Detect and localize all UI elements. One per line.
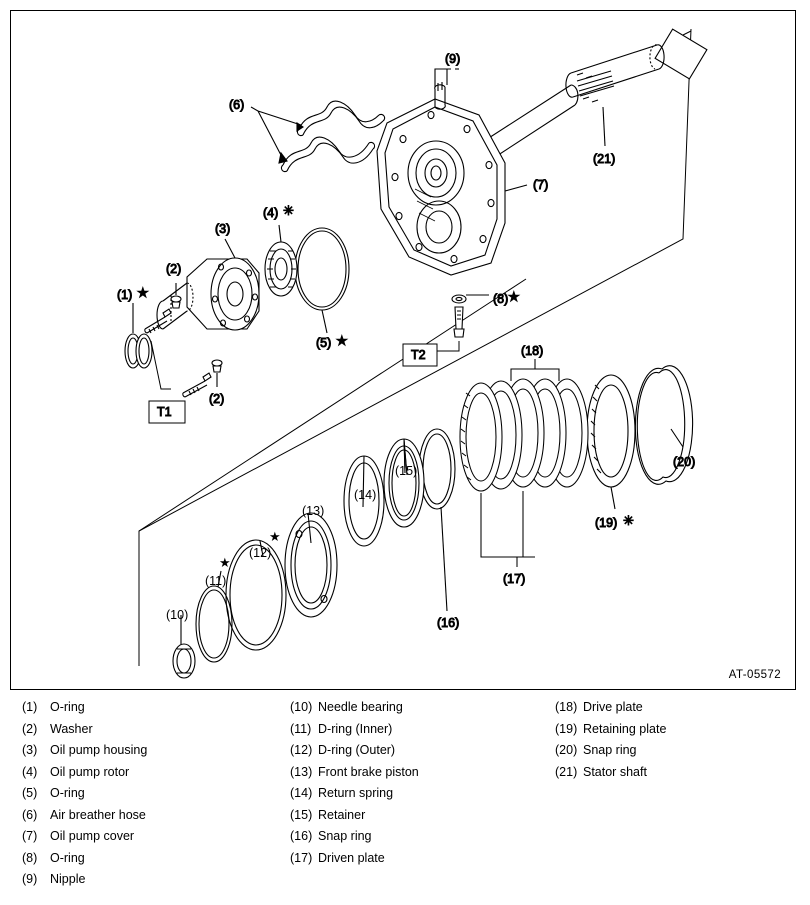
callout-8-star: ★ xyxy=(508,289,520,304)
oil-pump-cover-part xyxy=(377,99,527,275)
torque-tag-t1-label: T1 xyxy=(157,405,172,419)
legend-label: Nipple xyxy=(50,872,86,886)
legend-number: (13) xyxy=(290,764,313,779)
legend-number: (15) xyxy=(290,807,313,822)
figure-illustration xyxy=(11,11,797,691)
figure-code: AT-05572 xyxy=(728,669,781,681)
legend-number: (12) xyxy=(290,743,313,757)
legend-item xyxy=(278,743,543,765)
legend-item xyxy=(10,872,278,894)
legend-item xyxy=(278,851,543,873)
legend-number: (20) xyxy=(555,743,578,757)
oil-pump-rotor-part xyxy=(265,225,297,296)
legend-column-1 xyxy=(10,700,278,895)
callout-4-star: ✳ xyxy=(283,203,294,218)
legend-item xyxy=(278,808,543,830)
legend-number: (17) xyxy=(290,850,313,865)
legend-item xyxy=(278,829,543,851)
air-breather-hose-part xyxy=(251,101,385,172)
legend-item xyxy=(10,786,278,808)
legend-number: (10) xyxy=(290,700,313,714)
legend-item xyxy=(10,808,278,830)
exploded-view-figure xyxy=(10,10,796,690)
callout-8-label: (8) xyxy=(493,292,509,306)
callout-15-label-main: (15) xyxy=(395,464,418,478)
legend-label: Oil pump cover xyxy=(50,829,135,843)
legend-item xyxy=(278,786,543,808)
legend-number: (4) xyxy=(22,764,38,779)
legend-number: (21) xyxy=(555,764,578,779)
callout-11-star: ★ xyxy=(219,555,231,570)
callout-2a-label: (2) xyxy=(166,262,182,276)
legend-column-2 xyxy=(278,700,543,895)
legend-number: (2) xyxy=(22,721,38,736)
legend-label: D-ring (Inner) xyxy=(318,721,393,736)
legend-label: Stator shaft xyxy=(583,764,647,779)
legend-item xyxy=(278,765,543,787)
callout-4-label: (4) xyxy=(263,206,279,220)
legend-label: Needle bearing xyxy=(318,700,403,714)
legend-label: Snap ring xyxy=(318,829,372,843)
torque-tag-t2-label: T2 xyxy=(411,348,426,362)
legend-label: Front brake piston xyxy=(318,764,419,779)
callout-3-label: (3) xyxy=(215,222,231,236)
legend-item xyxy=(10,765,278,787)
needle-bearing-10-part xyxy=(173,615,195,678)
legend-label: Retainer xyxy=(318,807,366,822)
legend-number: (18) xyxy=(555,700,578,714)
callout-17-label: (17) xyxy=(503,572,526,586)
clutch-pack-plates xyxy=(460,359,588,567)
callout-7-label: (7) xyxy=(533,178,549,192)
legend-label: Drive plate xyxy=(583,700,643,714)
callout-5-star: ★ xyxy=(336,333,348,348)
front-brake-piston-part xyxy=(285,513,337,617)
legend-item xyxy=(10,829,278,851)
callout-14-label: (14) xyxy=(354,488,377,502)
legend-number: (5) xyxy=(22,786,38,800)
legend-number: (7) xyxy=(22,829,38,843)
legend-number: (19) xyxy=(555,721,578,736)
legend-number: (3) xyxy=(22,743,38,757)
callout-12-label: (12) xyxy=(249,546,272,560)
legend-number: (14) xyxy=(290,786,313,800)
legend-label: Washer xyxy=(50,721,93,736)
legend-item xyxy=(10,722,278,744)
legend-item xyxy=(278,700,543,722)
oring-1-part xyxy=(125,303,152,368)
callout-1-star: ★ xyxy=(137,285,149,300)
callout-11-label: (11) xyxy=(205,574,227,588)
callout-18-label: (18) xyxy=(521,344,544,358)
callout-10-label: (10) xyxy=(166,608,189,622)
retaining-plate-19-part xyxy=(587,375,635,509)
legend-label: Oil pump housing xyxy=(50,743,148,757)
snap-ring-16-part xyxy=(419,429,455,611)
oil-pump-housing-part xyxy=(157,239,259,330)
legend-number: (11) xyxy=(290,721,312,736)
legend-item xyxy=(278,722,543,744)
legend-label: Air breather hose xyxy=(50,807,146,822)
legend-item xyxy=(10,700,278,722)
legend-label: O-ring xyxy=(50,700,85,714)
legend-label: Oil pump rotor xyxy=(50,764,130,779)
legend-label: Snap ring xyxy=(583,743,637,757)
callout-12-star: ★ xyxy=(269,529,281,544)
legend-item xyxy=(543,743,798,765)
legend-number: (8) xyxy=(22,850,38,865)
callout-1-label: (1) xyxy=(117,288,133,302)
legend-number: (6) xyxy=(22,807,38,822)
legend-label: O-ring xyxy=(50,786,85,800)
callout-21-label: (21) xyxy=(593,152,616,166)
callout-16-label: (16) xyxy=(437,616,460,630)
legend-number: (9) xyxy=(22,872,38,886)
parts-legend xyxy=(10,700,800,895)
oring-5-part xyxy=(295,228,349,333)
legend-item xyxy=(543,722,798,744)
legend-item xyxy=(543,700,798,722)
callout-19-star: ✳ xyxy=(623,513,634,528)
legend-label: Retaining plate xyxy=(583,721,667,736)
callout-6-label: (6) xyxy=(229,98,245,112)
callout-9-label: (9) xyxy=(445,52,461,66)
callout-5-label: (5) xyxy=(316,336,332,350)
legend-label: Return spring xyxy=(318,786,394,800)
stator-shaft-part xyxy=(473,29,707,170)
callout-2b-label: (2) xyxy=(209,392,225,406)
callout-20-label: (20) xyxy=(673,455,696,469)
legend-number: (1) xyxy=(22,700,38,714)
oring-8-part xyxy=(452,295,489,337)
legend-label: Driven plate xyxy=(318,850,385,865)
legend-number: (16) xyxy=(290,829,313,843)
legend-item xyxy=(543,765,798,787)
legend-item xyxy=(10,851,278,873)
legend-label: D-ring (Outer) xyxy=(318,743,396,757)
callout-19-label: (19) xyxy=(595,516,618,530)
callout-13-label: (13) xyxy=(302,504,325,518)
legend-column-3 xyxy=(543,700,798,895)
legend-item xyxy=(10,743,278,765)
legend-label: O-ring xyxy=(50,850,85,865)
